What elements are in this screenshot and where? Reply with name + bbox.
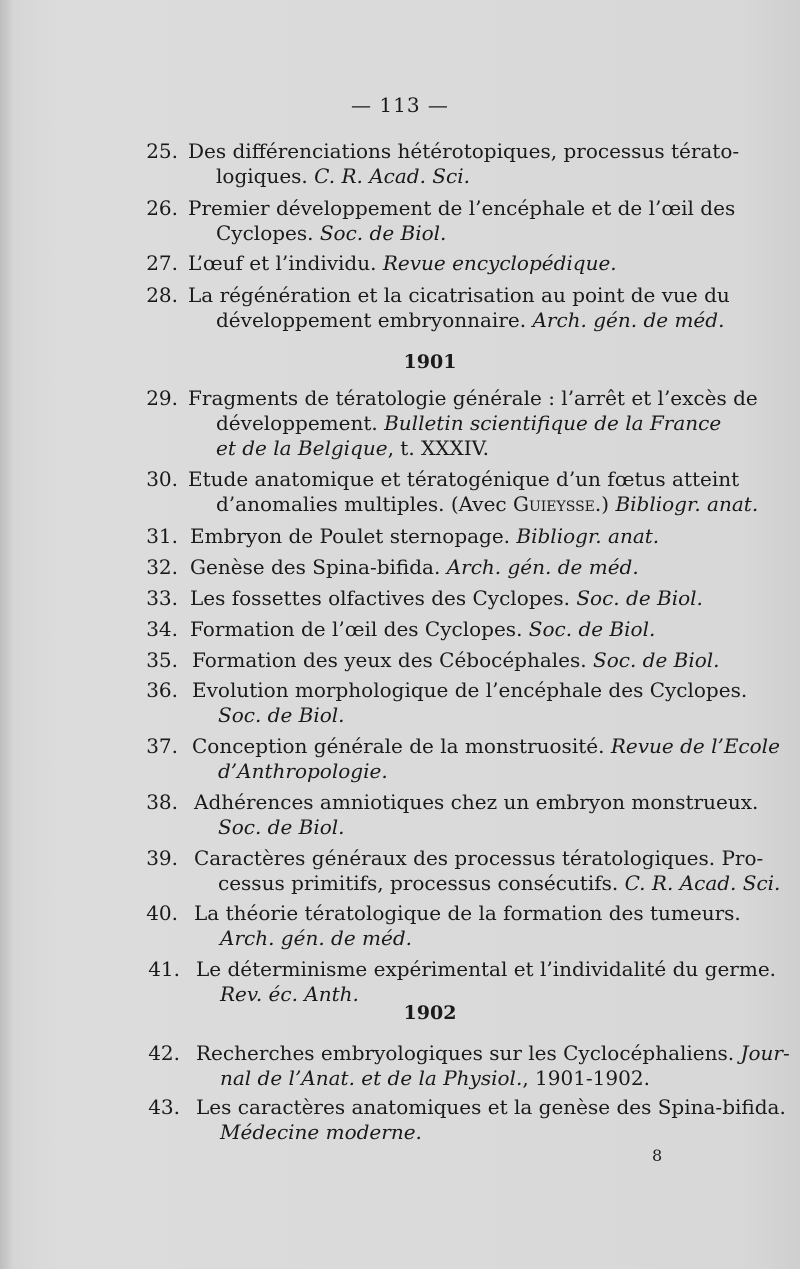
entry-text-line: Embryon de Poulet sternopage. Bibliogr. anat. [190, 524, 660, 548]
entry-text-line: La régénération et la cicatrisation au point de vue du [188, 283, 730, 307]
entry-source: Revue encyclopédique. [382, 251, 617, 275]
entry-number: 35. [146, 648, 178, 672]
entry-text-line: Recherches embryologiques sur les Cyclocéphaliens. Jour- [196, 1041, 790, 1065]
entry-text-line: Les fossettes olfactives des Cyclopes. Soc. de Biol. [190, 586, 703, 610]
entry-number: 32. [146, 555, 178, 579]
entry-text-line: d’anomalies multiples. (Avec Guieysse.) Bibliogr. anat. [216, 492, 759, 516]
entry-text-line: cessus primitifs, processus consécutifs. C. R. Acad. Sci. [218, 871, 781, 895]
entry-text-line: logiques. C. R. Acad. Sci. [216, 164, 470, 188]
entry-source: Soc. de Biol. [528, 617, 656, 641]
entry-text-line [218, 814, 345, 841]
entry-text-line: Des différenciations hétérotopiques, processus térato- [188, 139, 740, 163]
entry-text-line: Premier développement de l’encéphale et de l’œil des [188, 196, 736, 220]
entry-text-line: nal de l’Anat. et de la Physiol., 1901-1902. [220, 1066, 650, 1090]
entry-text-line: Adhérences amniotiques chez un embryon monstrueux. [194, 790, 759, 814]
entry-number: 34. [146, 617, 178, 641]
entry-source: Soc. de Biol. [593, 648, 720, 672]
entry-source: Bibliogr. anat. [615, 492, 759, 516]
entry-source: Soc. de Biol. [218, 703, 345, 727]
entry-number: 27. [146, 251, 178, 275]
entry-number: 40. [146, 901, 178, 925]
entry-number: 36. [146, 678, 178, 702]
entry-text-line [220, 1119, 422, 1146]
coauthor-name: Guieysse [512, 492, 595, 516]
entry-source: Bulletin scientifique de la France [384, 411, 722, 435]
entry-number: 37. [146, 734, 178, 758]
entry-number: 41. [148, 957, 180, 981]
page-number: — 113 — [351, 93, 449, 117]
entry-text-line: Les caractères anatomiques et la genèse des Spina-bifida. [196, 1095, 786, 1119]
entry-number: 30. [146, 467, 178, 491]
entry-text-line: Genèse des Spina-bifida. Arch. gén. de méd. [190, 555, 639, 579]
entry-text-line [218, 702, 345, 729]
entry-source: Arch. gén. de méd. [220, 926, 412, 950]
entry-text-line [218, 758, 388, 785]
entry-source: Soc. de Biol. [218, 815, 345, 839]
entry-source: Rev. éc. Anth. [220, 982, 359, 1006]
entry-text-line [220, 925, 412, 952]
entry-source: Jour- [740, 1041, 790, 1065]
entry-text-line: développement. Bulletin scientifique de la France [216, 411, 722, 435]
entry-text-line: Conception générale de la monstruosité. Revue de l’Ecole [192, 734, 780, 758]
entry-number: 28. [146, 283, 178, 307]
entry-number: 39. [146, 846, 178, 870]
entry-number: 26. [146, 196, 178, 220]
entry-source: C. R. Acad. Sci. [314, 164, 470, 188]
entry-source: d’Anthropologie. [218, 759, 388, 783]
entry-source: Soc. de Biol. [576, 586, 703, 610]
entry-text-line: Formation de l’œil des Cyclopes. Soc. de Biol. [190, 617, 656, 641]
entry-text-line: Formation des yeux des Cébocéphales. Soc. de Biol. [192, 648, 720, 672]
entry-text-line: Fragments de tératologie générale : l’arrêt et l’excès de [188, 386, 758, 410]
entry-source: Soc. de Biol. [319, 221, 447, 245]
entry-number: 29. [146, 386, 178, 410]
entry-source: Revue de l’Ecole [610, 734, 780, 758]
entry-number: 31. [146, 524, 178, 548]
printer-signature: 8 [652, 1146, 663, 1165]
entry-number: 42. [148, 1041, 180, 1065]
entry-source: Médecine moderne. [220, 1120, 422, 1144]
entry-text-line: Evolution morphologique de l’encéphale des Cyclopes. [192, 678, 748, 702]
entry-source: Arch. gén. de méd. [532, 308, 725, 332]
entry-text-line: La théorie tératologique de la formation des tumeurs. [194, 901, 741, 925]
year-heading-1902: 1902 [403, 1002, 457, 1024]
entry-text-line: développement embryonnaire. Arch. gén. de méd. [216, 308, 725, 332]
entry-text-line: Caractères généraux des processus tératologiques. Pro- [194, 846, 764, 870]
entry-text-line: Le déterminisme expérimental et l’individalité du germe. [196, 957, 777, 981]
year-heading-1901: 1901 [403, 351, 457, 373]
entry-text-line: et de la Belgique, t. XXXIV. [216, 436, 489, 460]
entry-text-line: Etude anatomique et tératogénique d’un fœtus atteint [188, 467, 740, 491]
entry-number: 33. [146, 586, 178, 610]
entry-number: 38. [146, 790, 178, 814]
entry-text-line: L’œuf et l’individu. Revue encyclopédique. [188, 251, 617, 275]
entry-source: et de la Belgique [216, 436, 388, 460]
entry-number: 43. [148, 1095, 180, 1119]
entry-text-line: Cyclopes. Soc. de Biol. [216, 221, 447, 245]
entry-source: Arch. gén. de méd. [446, 555, 639, 579]
entry-number: 25. [146, 139, 178, 163]
entry-source: Bibliogr. anat. [516, 524, 660, 548]
entry-source: nal de l’Anat. et de la Physiol. [220, 1066, 523, 1090]
entry-source: C. R. Acad. Sci. [624, 871, 781, 895]
